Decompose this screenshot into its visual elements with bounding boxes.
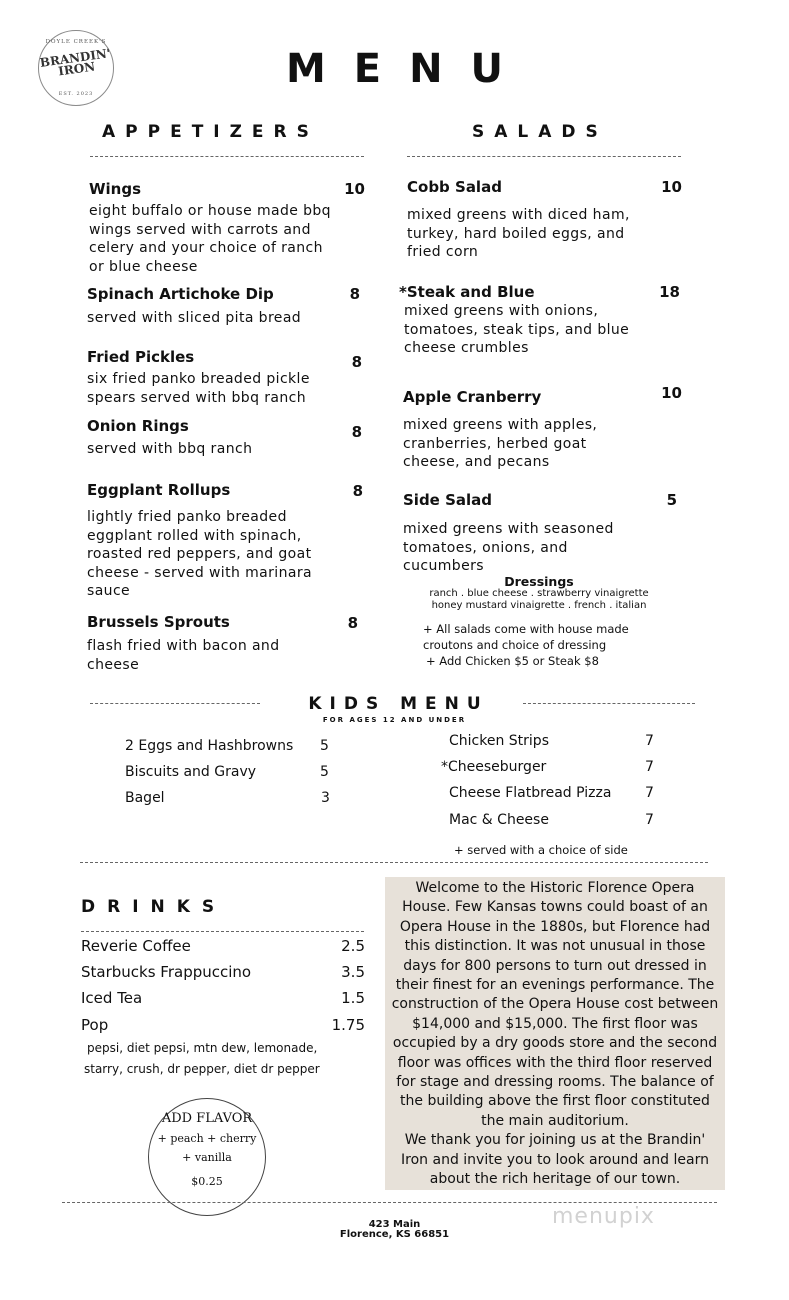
appetizer-name: Spinach Artichoke Dip [87, 285, 274, 303]
add-flavor-badge [148, 1098, 266, 1216]
appetizer-name: Brussels Sprouts [87, 613, 230, 631]
appetizer-name: Wings [89, 180, 142, 198]
salad-price: 10 [661, 384, 682, 402]
drink-price: 2.5 [341, 937, 365, 955]
salads-heading: SALADS [472, 122, 608, 142]
kids-note: + served with a choice of side [454, 843, 628, 857]
drink-name: Starbucks Frappuccino [81, 963, 252, 981]
add-flavor-options: + peach + cherry [157, 1132, 257, 1145]
kids-item-price: 7 [645, 733, 654, 749]
appetizer-price: 8 [351, 353, 362, 371]
appetizer-desc: served with bbq ranch [87, 441, 253, 457]
drink-name: Iced Tea [81, 989, 143, 1007]
appetizer-desc: eight buffalo or house made bbq wings served with carrots and celery and your choice of ranch or blue cheese [89, 203, 331, 275]
address-street: 423 Main [368, 1219, 421, 1230]
salad-desc: mixed greens with apples, cranberries, herbed goat cheese, and pecans [403, 417, 598, 470]
dressings-line: ranch . blue cheese . strawberry vinaigrette [429, 588, 649, 599]
kids-subheading: FOR AGES 12 AND UNDER [322, 716, 467, 724]
drink-name: Reverie Coffee [81, 937, 191, 955]
kids-heading: KIDS MENU [308, 694, 489, 714]
appetizer-desc: served with sliced pita bread [87, 310, 302, 326]
drink-name: Pop [81, 1016, 109, 1034]
kids-item-price: 3 [321, 790, 330, 806]
divider [81, 931, 364, 932]
salad-note: + All salads come with house made croutons and choice of dressing [423, 622, 629, 652]
watermark: menupix [552, 1204, 655, 1229]
appetizer-name: Eggplant Rollups [87, 481, 231, 499]
logo-est: EST. 2023 [58, 91, 94, 97]
kids-item-name: Chicken Strips [449, 733, 549, 749]
salad-name: Side Salad [403, 491, 493, 509]
add-flavor-options: + vanilla [182, 1151, 232, 1164]
logo-top-text: DOYLE CREEK'S [45, 39, 107, 45]
history-text: Welcome to the Historic Florence Opera House. Few Kansas towns could boast of an Opera House in the 1880s, but Florence had this distinction. It was not unusual in those days for 800 persons to turn out dressed in their finest for an evenings performance. The construction of the Opera House cost between $14,000 and $15,000. The first floor was occupied by a dry goods store and the second floor was offices with the third floor reserved for stage and dressing rooms. The balance of the building above the first floor constituted the main auditorium. [391, 880, 719, 1129]
drink-price: 1.5 [341, 989, 365, 1007]
pop-flavors: starry, crush, dr pepper, diet dr pepper [84, 1062, 320, 1076]
history-box [385, 877, 725, 1190]
appetizer-price: 8 [349, 285, 360, 303]
salad-price: 18 [659, 283, 680, 301]
appetizer-desc: six fried panko breaded pickle spears served with bbq ranch [87, 371, 310, 406]
kids-item-name: Biscuits and Gravy [125, 764, 257, 780]
salad-name: Cobb Salad [407, 178, 502, 196]
kids-item-name: Mac & Cheese [449, 812, 549, 828]
history-text: We thank you for joining us at the Brandin' Iron and invite you to look around and learn about the rich heritage of our town. [401, 1132, 709, 1188]
divider [90, 156, 364, 157]
drinks-heading: DRINKS [81, 897, 227, 917]
appetizer-desc: flash fried with bacon and cheese [87, 638, 280, 673]
kids-item-name: Cheese Flatbread Pizza [449, 785, 612, 801]
appetizer-price: 8 [351, 423, 362, 441]
kids-item-price: 5 [320, 764, 329, 780]
logo-name: BRANDIN' IRON [39, 46, 112, 79]
appetizer-price: 8 [347, 614, 358, 632]
kids-item-name: *Cheeseburger [441, 759, 547, 775]
appetizer-name: Fried Pickles [87, 348, 195, 366]
salad-name: *Steak and Blue [399, 283, 535, 301]
salad-note: + Add Chicken $5 or Steak $8 [426, 654, 599, 668]
address-city: Florence, KS 66851 [339, 1229, 450, 1240]
kids-item-name: 2 Eggs and Hashbrowns [125, 738, 294, 754]
appetizer-desc: lightly fried panko breaded eggplant rolled with spinach, roasted red peppers, and goat cheese - served with marinara sauce [87, 509, 312, 599]
salad-desc: mixed greens with seasoned tomatoes, onions, and cucumbers [403, 521, 614, 574]
divider [80, 862, 708, 863]
divider [407, 156, 681, 157]
kids-item-price: 7 [645, 785, 654, 801]
appetizers-heading: APPETIZERS [102, 122, 319, 142]
drink-price: 1.75 [331, 1016, 365, 1034]
add-flavor-price: $0.25 [191, 1175, 223, 1188]
salad-price: 5 [666, 491, 677, 509]
appetizer-name: Onion Rings [87, 417, 189, 435]
salad-price: 10 [661, 178, 682, 196]
appetizer-price: 8 [352, 482, 363, 500]
dressings-line: honey mustard vinaigrette . french . italian [431, 600, 647, 611]
kids-item-price: 7 [645, 812, 654, 828]
page-title: MENU [285, 46, 532, 92]
appetizer-price: 10 [344, 180, 365, 198]
drink-price: 3.5 [341, 963, 365, 981]
salad-desc: mixed greens with diced ham, turkey, hard boiled eggs, and fried corn [407, 207, 630, 260]
kids-item-name: Bagel [125, 790, 165, 806]
add-flavor-title: ADD FLAVOR [161, 1111, 253, 1126]
kids-item-price: 7 [645, 759, 654, 775]
pop-flavors: pepsi, diet pepsi, mtn dew, lemonade, [87, 1041, 318, 1055]
divider [62, 1202, 717, 1203]
salad-name: Apple Cranberry [403, 388, 542, 406]
kids-item-price: 5 [320, 738, 329, 754]
dressings-title: Dressings [504, 574, 574, 589]
salad-desc: mixed greens with onions, tomatoes, steak tips, and blue cheese crumbles [404, 303, 630, 356]
